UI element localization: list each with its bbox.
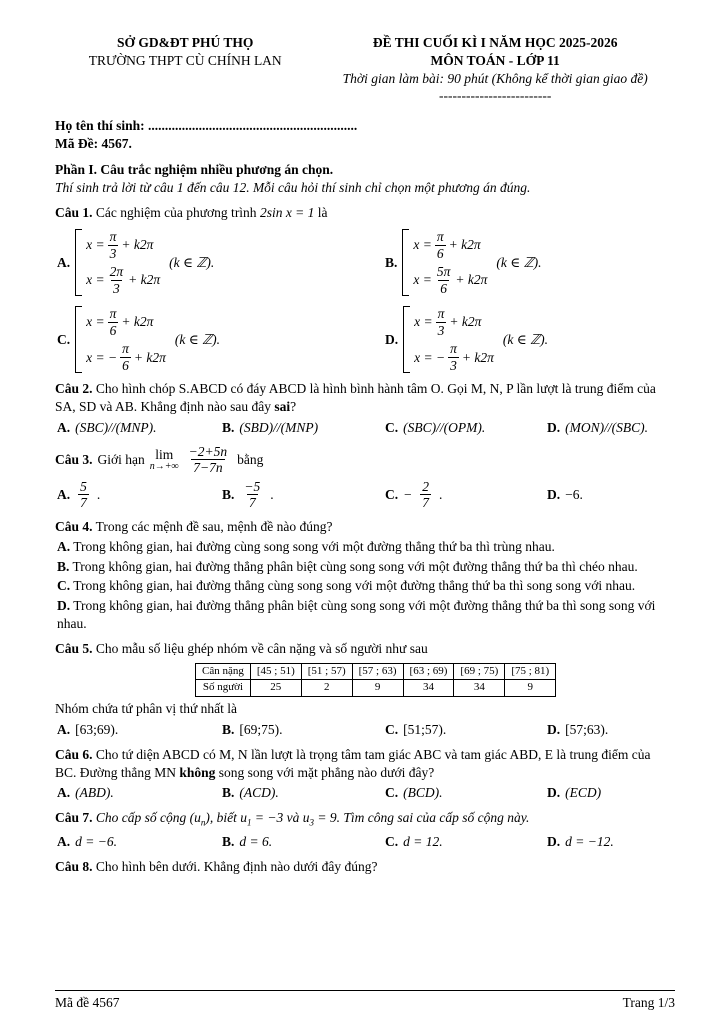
fraction: $\frac{-2+5n}{7-7n}$ xyxy=(188,443,228,476)
q1-equation: 2sin x = 1 xyxy=(259,204,315,220)
equation-1 xyxy=(86,229,160,261)
option-label: C. xyxy=(57,332,71,347)
option-period: . xyxy=(439,487,443,503)
q6-option-b xyxy=(222,784,385,802)
fraction: $\frac{5\pi}{6}$ xyxy=(436,264,451,296)
department-name: SỞ GD&ĐT PHÚ THỌ xyxy=(116,35,254,50)
footer-page-number: Trang 1/3 xyxy=(622,995,675,1011)
question-4 xyxy=(55,518,675,633)
q5-text: Cho mẫu số liệu ghép nhóm về cân nặng và số người như sau xyxy=(95,640,428,656)
q3-option-d xyxy=(547,486,675,504)
option-text: (SBC)//(OPM). xyxy=(403,420,486,436)
option-label: A. xyxy=(57,420,71,436)
footer-exam-code: Mã đề 4567 xyxy=(55,995,120,1011)
eq-pre: x = − xyxy=(86,349,118,365)
option-label: A. xyxy=(57,487,71,503)
option-text: (ECD) xyxy=(565,785,602,801)
q5-stem xyxy=(55,640,675,658)
table-cell: [75 ; 81) xyxy=(505,663,556,680)
table-row xyxy=(196,663,556,680)
equation-system xyxy=(75,306,166,373)
table-cell: 9 xyxy=(352,680,403,697)
q2-option-d xyxy=(547,419,675,437)
table-cell: [51 ; 57) xyxy=(301,663,352,680)
k-domain: (k ∈ ℤ). xyxy=(169,254,215,270)
equation-column xyxy=(414,306,494,373)
q1-option-c xyxy=(57,306,385,373)
table-cell: 34 xyxy=(403,680,454,697)
option-label: B. xyxy=(57,558,70,574)
option-text: (SBD)//(MNP) xyxy=(239,420,319,436)
option-label: A. xyxy=(57,538,71,554)
q4-text: Trong các mệnh đề sau, mệnh đề nào đúng? xyxy=(95,518,333,534)
option-label: D. xyxy=(547,785,561,801)
q7-option-d xyxy=(547,833,675,851)
fraction: $\frac{-5}{7}$ xyxy=(244,478,261,511)
option-label: A. xyxy=(57,833,71,849)
q3-options xyxy=(57,479,675,511)
q5-option-c xyxy=(385,721,547,739)
subscript-1: 1 xyxy=(247,817,252,828)
question-8 xyxy=(55,858,675,876)
q8-text: Cho hình bên dưới. Khẳng định nào dưới đây đúng? xyxy=(95,858,378,874)
option-label: B. xyxy=(222,420,235,436)
table-cell: Số người xyxy=(196,680,251,697)
option-label: D. xyxy=(547,721,561,737)
q4-option-a xyxy=(57,538,675,556)
option-label: B. xyxy=(385,254,398,270)
exam-code: Mã Đề: 4567. xyxy=(55,136,132,152)
q1-stem xyxy=(55,204,675,222)
k-domain: (k ∈ ℤ). xyxy=(502,332,549,347)
eq-post: + k2π xyxy=(455,272,488,288)
option-text: (ABD). xyxy=(75,785,114,801)
q5-option-d xyxy=(547,721,675,739)
table-cell: 9 xyxy=(505,680,556,697)
q4-option-d xyxy=(57,597,675,633)
q1-text-post: là xyxy=(317,204,328,220)
q8-stem xyxy=(55,858,675,876)
equation-1 xyxy=(414,306,494,338)
school-name: TRƯỜNG THPT CÙ CHÍNH LAN xyxy=(88,52,282,68)
subscript-3: 3 xyxy=(309,817,314,828)
table-row xyxy=(196,680,556,697)
q6-option-c xyxy=(385,784,547,802)
question-5 xyxy=(55,640,675,739)
student-section xyxy=(55,117,675,153)
table-cell: [69 ; 75) xyxy=(454,663,505,680)
q4-label: Câu 4. xyxy=(55,518,93,534)
q1-option-b xyxy=(385,229,675,296)
system-bracket-icon xyxy=(403,306,410,373)
q2-label: Câu 2. xyxy=(55,381,93,397)
question-2 xyxy=(55,380,675,436)
fraction: $\frac{5}{7}$ xyxy=(80,478,87,511)
question-3 xyxy=(55,444,675,511)
q6-text: Cho tứ diện ABCD có M, N lần lượt là trọng tâm tam giác ABC và tam giác ABD, E là trung điểm của BC. Đường thẳng MN xyxy=(55,746,651,780)
option-period: . xyxy=(96,487,101,503)
equation-2 xyxy=(86,264,160,296)
minus-sign: − xyxy=(403,487,413,503)
option-label: B. xyxy=(222,785,235,801)
k-domain: (k ∈ ℤ). xyxy=(496,254,542,270)
q1-options xyxy=(57,229,675,373)
q2-text: Cho hình chóp S.ABCD có đáy ABCD là hình bình hành tâm O. Gọi M, N, P lần lượt là trung điểm của SA, SD và AB. Khẳng định nào sau đây xyxy=(55,381,656,415)
limit-word: lim xyxy=(155,447,174,463)
equation-1 xyxy=(413,229,487,261)
q2-option-a xyxy=(57,419,222,437)
part1-title: Phần I. Câu trắc nghiệm nhiều phương án chọn. xyxy=(55,161,334,177)
q4-option-c xyxy=(57,577,675,595)
question-1 xyxy=(55,204,675,374)
page-footer xyxy=(55,990,675,1012)
option-period: . xyxy=(270,487,274,503)
equation-system xyxy=(75,229,160,296)
system-bracket-icon xyxy=(402,229,409,296)
q2-option-c xyxy=(385,419,547,437)
equation-1 xyxy=(86,306,166,338)
k-domain: (k ∈ ℤ). xyxy=(174,332,221,347)
table-cell: 2 xyxy=(301,680,352,697)
q7-stem xyxy=(55,809,675,830)
option-label: C. xyxy=(385,785,399,801)
table-cell: 25 xyxy=(250,680,301,697)
question-6 xyxy=(55,746,675,802)
option-label: D. xyxy=(547,833,561,849)
q2-options xyxy=(57,419,675,437)
q6-option-a xyxy=(57,784,222,802)
option-text: [51;57). xyxy=(403,721,447,737)
student-name-dots: .............................................................. xyxy=(148,118,358,134)
q3-option-b xyxy=(222,479,385,511)
q6-stem xyxy=(55,746,675,782)
option-text: [69;75). xyxy=(239,721,283,737)
q2-text-end: ? xyxy=(290,399,297,415)
student-name-line xyxy=(55,117,675,135)
eq-post: + k2π xyxy=(133,349,166,365)
q3-stem xyxy=(55,444,675,476)
table-cell: [45 ; 51) xyxy=(250,663,301,680)
student-name-label: Họ tên thí sinh: xyxy=(55,118,145,134)
equation-column xyxy=(86,306,166,373)
q5-option-a xyxy=(57,721,222,739)
eq-post: + k2π xyxy=(449,314,482,330)
option-text: (MON)//(SBC). xyxy=(565,420,648,436)
q5-label: Câu 5. xyxy=(55,640,93,656)
q7-option-b xyxy=(222,833,385,851)
q4-stem xyxy=(55,518,675,536)
eq-post: + k2π xyxy=(121,314,154,330)
option-label: B. xyxy=(222,833,235,849)
limit-subscript: n→+∞ xyxy=(149,460,179,472)
table-cell: Cân nặng xyxy=(196,663,251,680)
limit-notation xyxy=(150,448,179,472)
eq-pre: x = xyxy=(413,237,432,253)
q7-options xyxy=(57,833,675,851)
option-text: [63;69). xyxy=(75,721,119,737)
q6-bold-word: không xyxy=(179,764,216,780)
option-text: d = −12. xyxy=(565,833,614,849)
school-block xyxy=(55,34,315,105)
q6-option-d xyxy=(547,784,675,802)
q7-label: Câu 7. xyxy=(55,810,93,826)
option-label: A. xyxy=(57,785,71,801)
q7-text: Cho cấp số cộng $(u_n)$, biết $u_1 = -3$ và $u_3 = 9$. Tìm công sai của cấp số cộng này. xyxy=(95,810,530,828)
eq-pre: x = xyxy=(86,272,105,288)
eq-post: + k2π xyxy=(128,272,161,288)
exam-header xyxy=(55,34,675,105)
option-label: C. xyxy=(385,833,399,849)
q5-option-b xyxy=(222,721,385,739)
option-label: B. xyxy=(222,487,235,503)
q1-option-d xyxy=(385,306,675,373)
fraction: $\frac{2\pi}{3}$ xyxy=(109,264,124,296)
q8-label: Câu 8. xyxy=(55,858,93,874)
table-cell: [57 ; 63) xyxy=(352,663,403,680)
eq-post: + k2π xyxy=(121,237,154,253)
option-text: (ACD). xyxy=(239,785,279,801)
exam-duration: Thời gian làm bài: 90 phút (Không kể thời gian giao đề) xyxy=(342,70,648,86)
eq-post: + k2π xyxy=(448,237,481,253)
eq-pre: x = xyxy=(414,314,433,330)
q2-option-b xyxy=(222,419,385,437)
eq-pre: x = xyxy=(86,237,105,253)
fraction: $\frac{\pi}{3}$ xyxy=(437,306,445,338)
q1-text-pre: Các nghiệm của phương trình xyxy=(95,204,257,220)
option-text: d = 6. xyxy=(239,833,273,849)
q3-text-post: bằng xyxy=(237,451,264,467)
equation-2 xyxy=(413,264,487,296)
dashed-separator: ------------------------- xyxy=(438,88,552,104)
eq-post: + k2π xyxy=(461,349,494,365)
table-cell: [63 ; 69) xyxy=(403,663,454,680)
option-text: Trong không gian, hai đường thẳng cùng song song với một đường thẳng thứ ba thì song song với nhau. xyxy=(73,578,636,594)
q3-label: Câu 3. xyxy=(55,451,93,467)
option-label: D. xyxy=(547,487,561,503)
option-label: D. xyxy=(385,332,399,347)
system-bracket-icon xyxy=(75,229,82,296)
q1-label: Câu 1. xyxy=(55,204,93,220)
option-label: D. xyxy=(547,420,561,436)
exam-title: ĐỀ THI CUỐI KÌ I NĂM HỌC 2025-2026 xyxy=(372,35,618,50)
option-text: d = −6. xyxy=(75,833,117,849)
equation-column xyxy=(86,229,160,296)
q2-stem xyxy=(55,380,675,416)
subscript-n: n xyxy=(200,817,206,828)
eq-pre: x = xyxy=(413,272,432,288)
q7-option-c xyxy=(385,833,547,851)
equation-column xyxy=(413,229,487,296)
q6-label: Câu 6. xyxy=(55,746,93,762)
option-label: C. xyxy=(385,487,399,503)
part1-note: Thí sinh trả lời từ câu 1 đến câu 12. Mỗi câu hỏi thí sinh chỉ chọn một phương án đúng. xyxy=(55,179,531,195)
option-text: (SBC)//(MNP). xyxy=(75,420,157,436)
q6-options xyxy=(57,784,675,802)
q4-option-b xyxy=(57,558,675,576)
option-text: [57;63). xyxy=(565,721,609,737)
fraction: $\frac{\pi}{6}$ xyxy=(436,229,444,261)
system-bracket-icon xyxy=(75,306,82,373)
q3-option-a xyxy=(57,479,222,511)
option-label: A. xyxy=(57,721,71,737)
option-label: C. xyxy=(57,578,71,594)
q6-text-end: song song với mặt phẳng nào dưới đây? xyxy=(218,764,435,780)
option-label: C. xyxy=(385,420,399,436)
option-text: −6. xyxy=(565,487,583,503)
option-label: A. xyxy=(57,254,71,270)
q3-option-c xyxy=(385,479,547,511)
eq-pre: x = − xyxy=(414,349,446,365)
table-cell: 34 xyxy=(454,680,505,697)
eq-pre: x = xyxy=(86,314,105,330)
option-text: Trong không gian, hai đường thẳng phân biệt cùng song song với một đường thẳng thứ ba thì song song với nhau. xyxy=(57,598,656,631)
equation-2 xyxy=(414,341,494,373)
option-label: C. xyxy=(385,721,399,737)
option-label: B. xyxy=(222,721,235,737)
q7-option-a xyxy=(57,833,222,851)
option-text: d = 12. xyxy=(403,833,443,849)
equation-2 xyxy=(86,341,166,373)
fraction: $\frac{\pi}{3}$ xyxy=(450,341,457,373)
option-text: Trong không gian, hai đường thẳng phân biệt cùng song song với một đường thẳng thứ ba thì chéo nhau. xyxy=(72,558,638,574)
equation-system xyxy=(402,229,487,296)
exam-title-block xyxy=(315,34,675,105)
frequency-table xyxy=(195,663,556,698)
q2-bold-word: sai xyxy=(274,399,291,415)
option-text: (BCD). xyxy=(403,785,443,801)
option-label: D. xyxy=(57,598,71,614)
q1-option-a xyxy=(57,229,385,296)
exam-subject: MÔN TOÁN - LỚP 11 xyxy=(430,52,560,68)
q5-options xyxy=(57,721,675,739)
fraction: $\frac{\pi}{6}$ xyxy=(109,306,117,338)
q3-text-pre: Giới hạn xyxy=(97,451,145,467)
option-text: Trong không gian, hai đường cùng song song với một đường thẳng thứ ba thì trùng nhau. xyxy=(73,538,555,554)
question-7 xyxy=(55,809,675,850)
fraction: $\frac{\pi}{3}$ xyxy=(109,229,117,261)
fraction: $\frac{2}{7}$ xyxy=(422,478,429,511)
fraction: $\frac{\pi}{6}$ xyxy=(122,341,129,373)
q5-text2: Nhóm chứa tứ phân vị thứ nhất là xyxy=(55,701,238,717)
equation-system xyxy=(403,306,494,373)
